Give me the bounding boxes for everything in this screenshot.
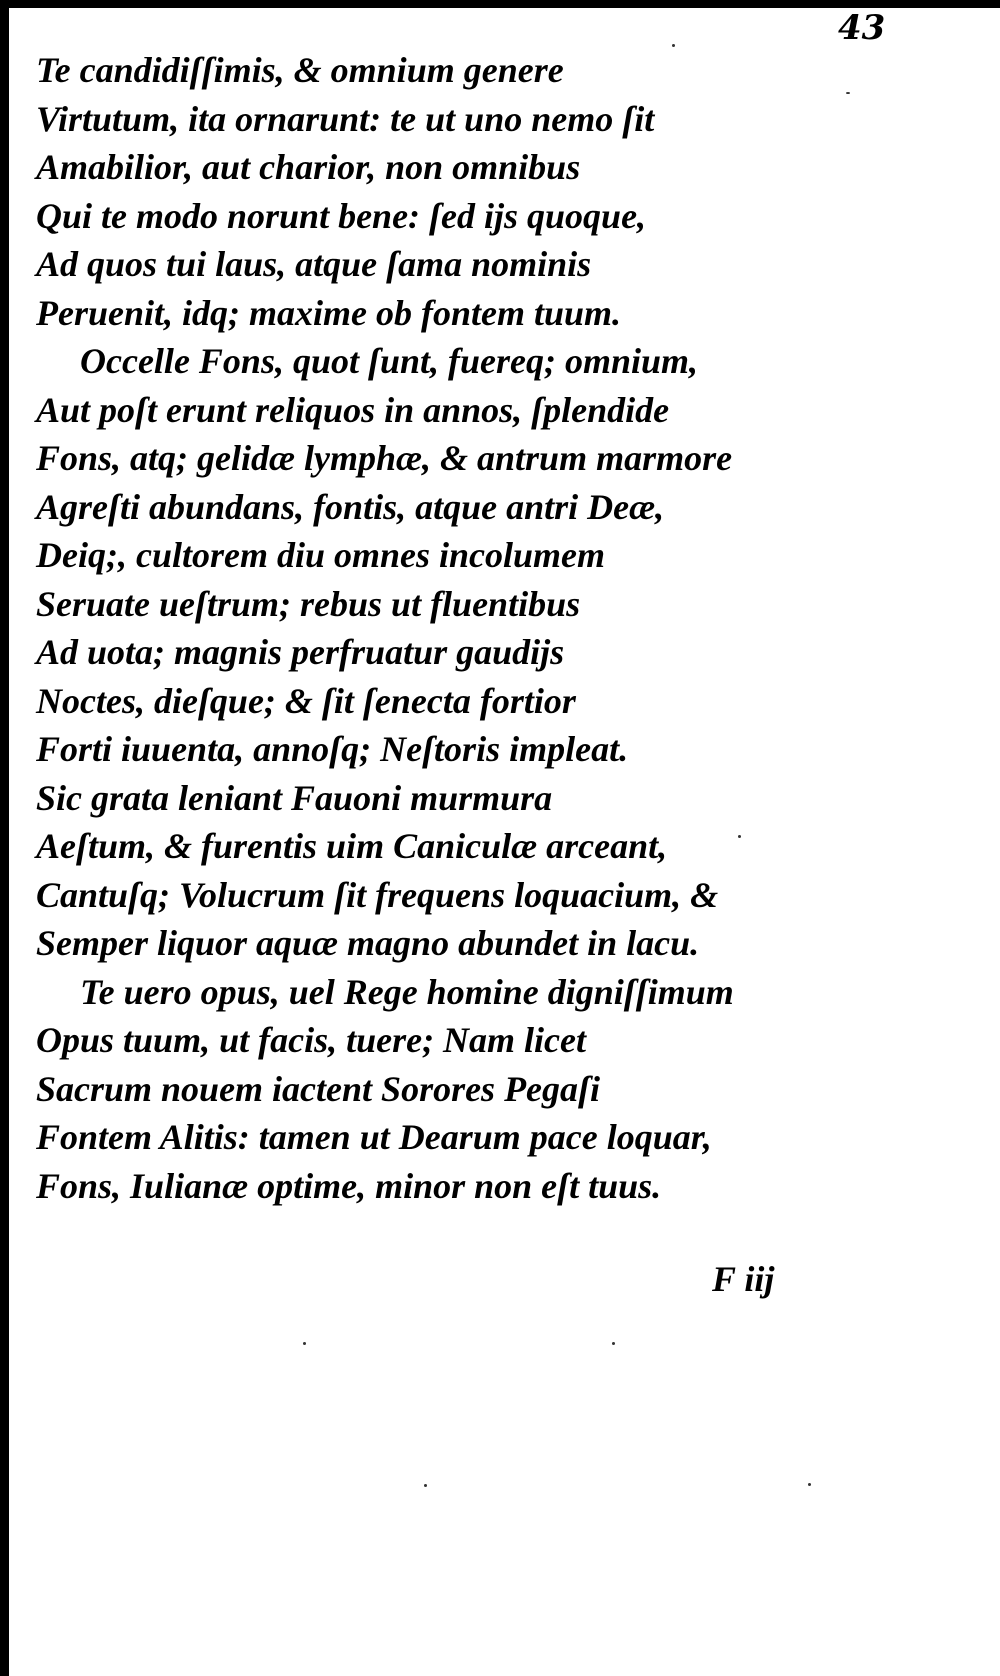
scan-speck <box>612 1342 615 1345</box>
verse-line: Seruate ueſtrum; rebus ut fluentibus <box>36 583 581 624</box>
verse-line: Ad uota; magnis perfruatur gaudijs <box>36 632 565 672</box>
scan-speck <box>424 1484 427 1487</box>
page-number: 43 <box>838 8 886 48</box>
verse-line: Sacrum nouem iactent Sorores Pegaſi <box>36 1068 601 1109</box>
verse-line: Amabilior, aut charior, non omnibus <box>36 147 581 187</box>
verse-line: Semper liquor aquæ magno abundet in lacu. <box>36 923 700 963</box>
signature-mark: F iij <box>712 1259 775 1299</box>
verse-line: Cantuſq; Volucrum ſit frequens loquacium, & <box>36 874 719 915</box>
verse-line: Aeſtum, & furentis uim Caniculæ arceant, <box>36 826 668 866</box>
scan-speck <box>846 92 850 94</box>
verse-line: Te candidiſſimis, & omnium genere <box>36 50 564 90</box>
scan-speck <box>672 44 675 47</box>
scan-speck <box>738 835 741 838</box>
verse-line: Peruenit, idq; maxime ob fontem tuum. <box>36 292 622 333</box>
scan-border-left <box>0 0 9 1676</box>
verse-line: Occelle Fons, quot ſunt, fuereq; omnium, <box>80 341 699 381</box>
verse-line: Ad quos tui laus, atque ſama nominis <box>36 244 592 284</box>
verse-line: Deiq;, cultorem diu omnes incolumem <box>36 535 606 575</box>
verse-line: Fontem Alitis: tamen ut Dearum pace loquar, <box>36 1117 712 1157</box>
verse-line: Opus tuum, ut facis, tuere; Nam licet <box>36 1020 587 1060</box>
verse-line: Noctes, dieſque; & ſit ſenecta fortior <box>36 680 576 721</box>
verse-line: Virtutum, ita ornarunt: te ut uno nemo ſit <box>36 98 655 139</box>
scan-border-top <box>0 0 1000 8</box>
verse-line: Forti iuuenta, annoſq; Neſtoris impleat. <box>36 729 629 769</box>
verse-line: Aut poſt erunt reliquos in annos, ſplendide <box>36 389 670 430</box>
scan-speck <box>303 1342 306 1345</box>
verse-block <box>36 46 936 1210</box>
verse-line: Fons, atq; gelidæ lymphæ, & antrum marmore <box>36 438 733 478</box>
verse-line: Fons, Iulianæ optime, minor non eſt tuus. <box>36 1165 662 1206</box>
verse-line: Agreſti abundans, fontis, atque antri Deæ, <box>36 486 665 527</box>
scan-speck <box>808 1483 811 1486</box>
verse-line: Qui te modo norunt bene: ſed ijs quoque, <box>36 195 647 236</box>
verse-line: Te uero opus, uel Rege homine digniſſimum <box>80 971 734 1012</box>
verse-line: Sic grata leniant Fauoni murmura <box>36 777 553 818</box>
